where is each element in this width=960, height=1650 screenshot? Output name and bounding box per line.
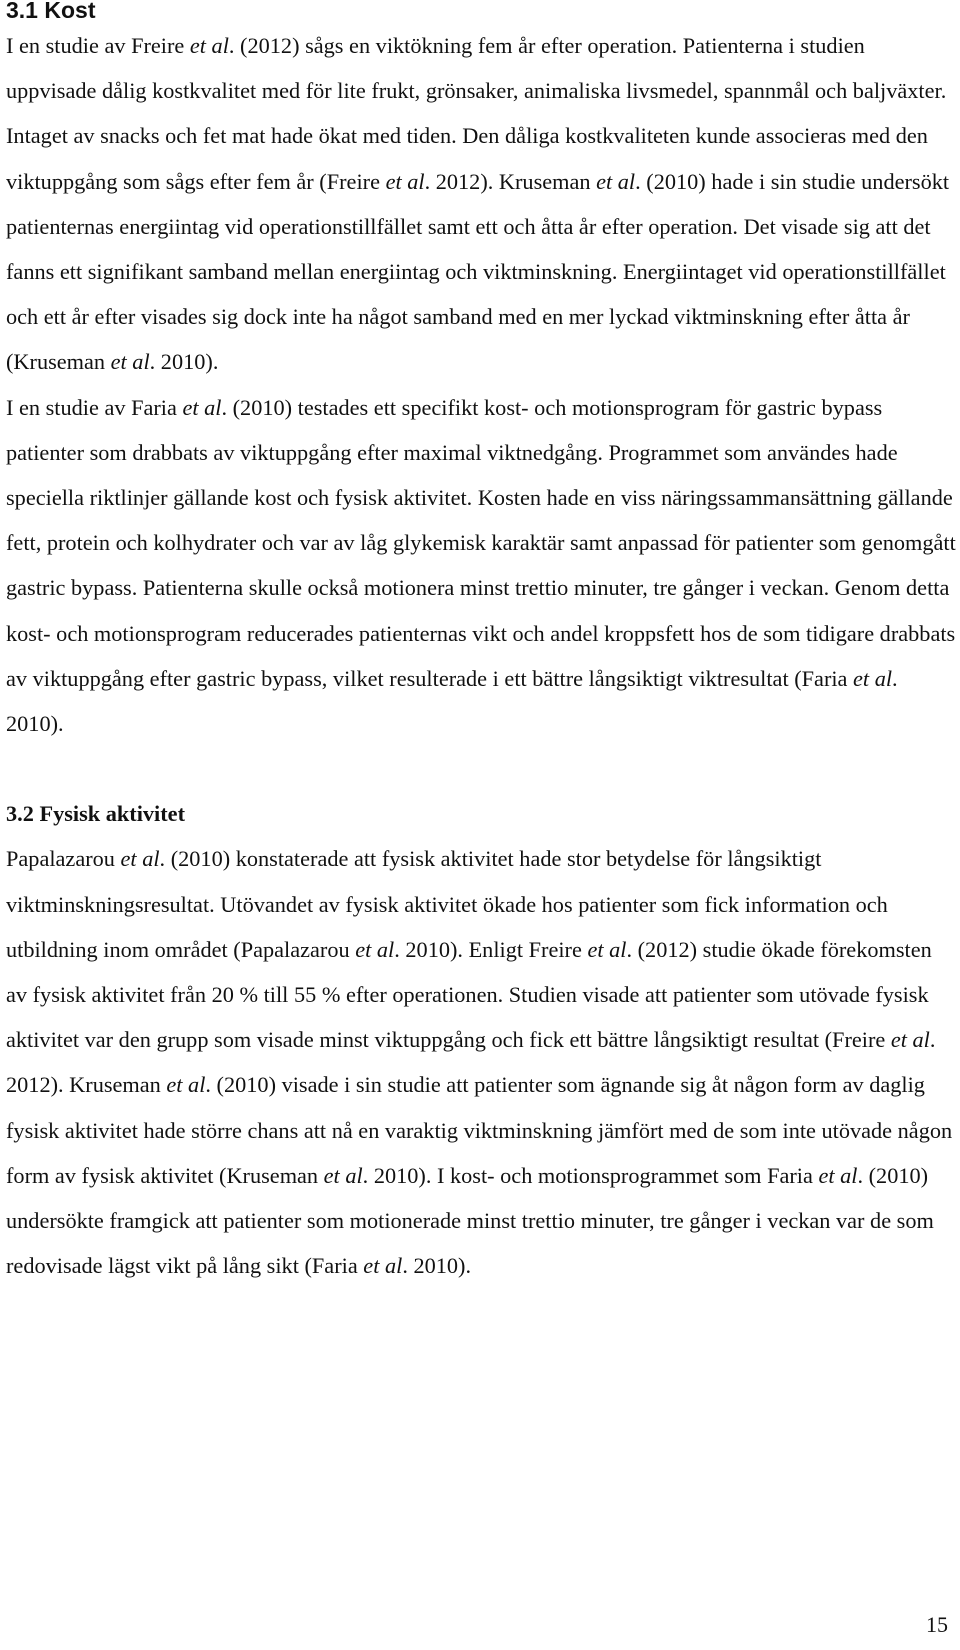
- italic-citation: et al: [110, 349, 150, 375]
- italic-citation: et al: [182, 394, 222, 420]
- page-number: 15: [926, 1612, 948, 1637]
- section-spacer: [6, 746, 956, 791]
- italic-citation: et al: [385, 168, 425, 194]
- italic-citation: et al: [323, 1162, 363, 1188]
- italic-citation: et al: [853, 665, 893, 691]
- italic-citation: et al: [818, 1162, 858, 1188]
- section-heading-fysisk-aktivitet: 3.2 Fysisk aktivitet: [6, 801, 185, 827]
- italic-citation: et al: [890, 1027, 930, 1053]
- italic-citation: et al: [363, 1253, 403, 1279]
- paragraph-kost-2: I en studie av Faria et al. (2010) testades ett specifikt kost- och motionsprogram för gastric bypass patienter som drabbats av viktuppgång efter maximal viktnedgång. Programmet som användes hade speciella riktlinjer gällande kost och fysisk aktivitet. Kosten hade en viss näringssammansättning gällande fett, protein och kolhydrater och var av låg glykemisk karaktär samt anpassad för patienter som genomgått gastric bypass. Patienterna skulle också motionera minst trettio minuter, tre gånger i veckan. Genom detta kost- och motionsprogram reducerades patienternas vikt och andel kroppsfett hos de som tidigare drabbats av viktuppgång efter gastric bypass, vilket resulterade i ett bättre långsiktigt viktresultat (Faria et al. 2010).: [6, 394, 956, 737]
- italic-citation: et al: [120, 846, 160, 872]
- italic-citation: et al: [166, 1072, 206, 1098]
- italic-citation: et al: [189, 33, 229, 58]
- paragraph-kost-1: I en studie av Freire et al. (2012) sågs en viktökning fem år efter operation. Patienterna i studien uppvisade dålig kostkvalitet med för lite frukt, grönsaker, animaliska livsmedel, spannmål och baljväxter. Intaget av snacks och fet mat hade ökat med tiden. Den dåliga kostkvaliteten kunde associeras med den viktuppgång som sågs efter fem år (Freire et al. 2012). Kruseman et al. (2010) hade i sin studie undersökt patienternas energiintag vid operationstillfället samt ett och åtta år efter operation. Det visade sig att det fanns ett signifikant samband mellan energiintag och viktminskning. Energiintaget vid operationstillfället och ett år efter visades sig dock inte ha något samband med en mer lyckad viktminskning efter åtta år (Kruseman et al. 2010).: [6, 33, 950, 375]
- italic-citation: et al: [355, 936, 395, 962]
- section-heading-kost: 3.1 Kost: [6, 0, 96, 23]
- italic-citation: et al: [587, 936, 627, 962]
- paragraph-fysisk-aktivitet-1: Papalazarou et al. (2010) konstaterade att fysisk aktivitet hade stor betydelse för långsiktigt viktminskningsresultat. Utövandet av fysisk aktivitet ökade hos patienter som fick information och utbildning inom området (Papalazarou et al. 2010). Enligt Freire et al. (2012) studie ökade förekomsten av fysisk aktivitet från 20 % till 55 % efter operationen. Studien visade att patienter som utövade fysisk aktivitet var den grupp som visade minst viktuppgång och fick ett bättre långsiktigt resultat (Freire et al. 2012). Kruseman et al. (2010) visade i sin studie att patienter som ägnande sig åt någon form av daglig fysisk aktivitet hade större chans att nå en varaktig viktminskning jämfört med de som inte utövade någon form av fysisk aktivitet (Kruseman et al. 2010). I kost- och motionsprogrammet som Faria et al. (2010) undersökte framgick att patienter som motionerade minst trettio minuter, tre gånger i veckan var de som redovisade lägst vikt på lång sikt (Faria et al. 2010).: [6, 846, 953, 1279]
- italic-citation: et al: [596, 168, 636, 194]
- document-page: [6, 0, 956, 1288]
